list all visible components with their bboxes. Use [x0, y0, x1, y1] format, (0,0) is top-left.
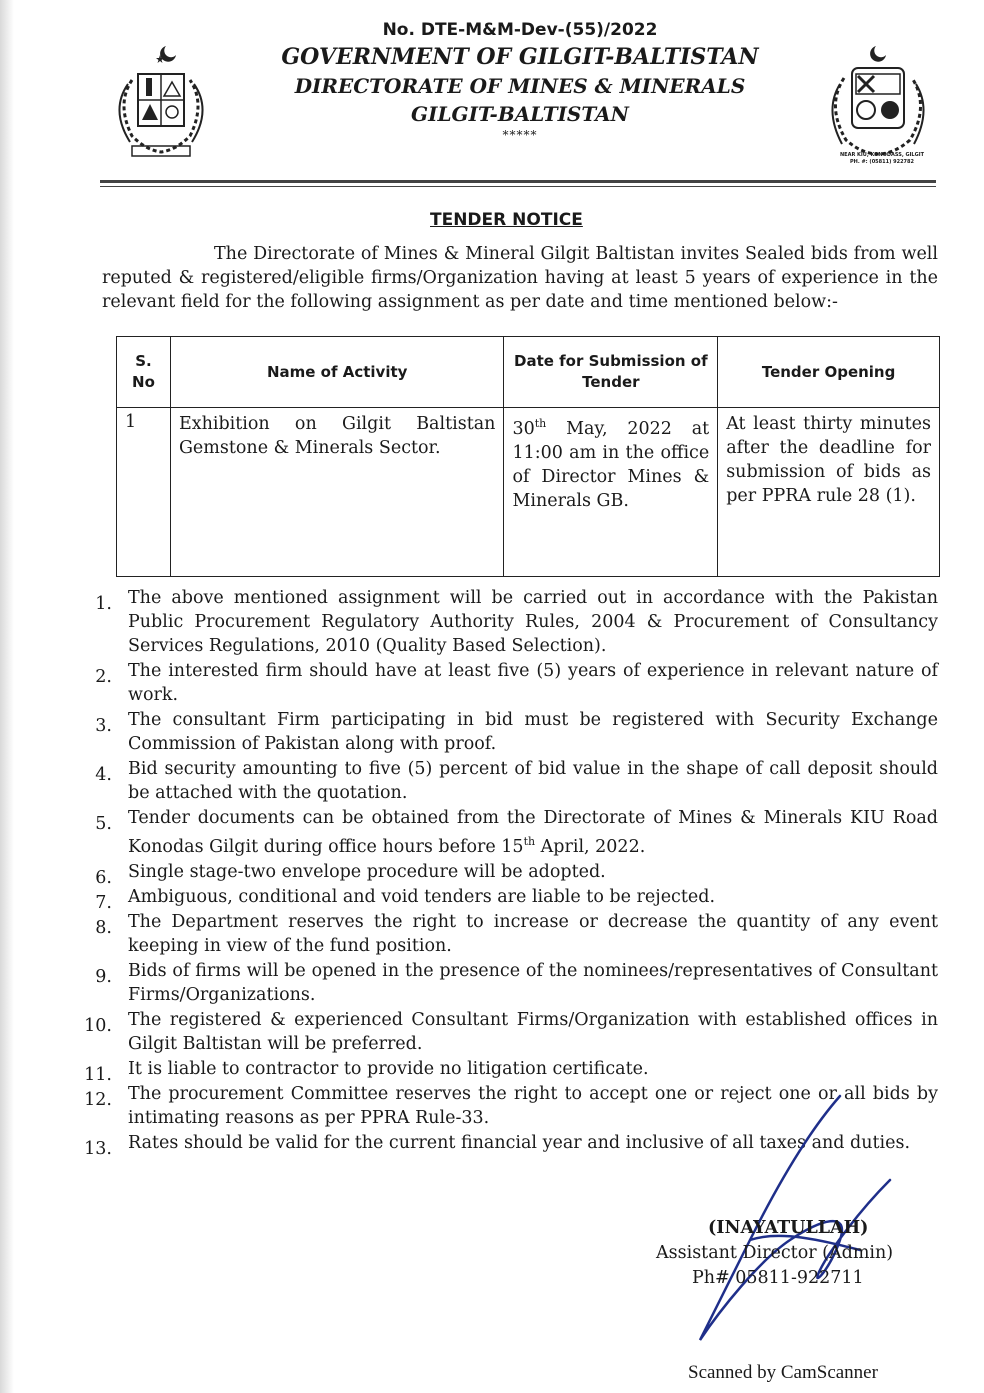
- cell-sno: 1: [117, 408, 171, 577]
- column-header-sno: S. No: [117, 337, 171, 408]
- term-text: Bids of firms will be opened in the presence of the nominees/representatives of Consultant Firms/Organizations.: [128, 960, 938, 1005]
- term-number: 8.: [95, 917, 112, 938]
- column-header-activity: Name of Activity: [170, 337, 503, 408]
- date-suffix: th: [534, 417, 547, 430]
- term-number: 4.: [95, 765, 112, 785]
- term-text-start: Tender documents can be obtained from the Directorate of Mines & Minerals KIU Road Konodas Gilgit during office hours before 15: [128, 808, 938, 857]
- list-item: [72, 757, 938, 805]
- term-number: 6.: [95, 867, 112, 888]
- term-text: The Department reserves the right to increase or decrease the quantity of any event keeping in view of the fund position.: [128, 911, 938, 956]
- header-divider-thin: [100, 186, 936, 187]
- table-row: [117, 408, 940, 577]
- signatory-designation: Assistant Director (Admin): [656, 1243, 894, 1263]
- scan-edge-shadow: [0, 0, 14, 1393]
- list-item: [72, 1057, 938, 1085]
- government-heading: GOVERNMENT OF GILGIT-BALTISTAN: [281, 44, 759, 70]
- list-item: [72, 959, 938, 1007]
- column-header-opening: Tender Opening: [718, 337, 940, 408]
- term-text-end: April, 2022.: [535, 836, 646, 857]
- list-item: [72, 659, 938, 707]
- term-text: It is liable to contractor to provide no litigation certificate.: [128, 1058, 649, 1079]
- region-heading: GILGIT-BALTISTAN: [411, 102, 629, 126]
- term-number: 7.: [95, 892, 112, 913]
- gilgit-baltistan-emblem-icon: [102, 40, 220, 168]
- terms-list: [72, 586, 938, 1159]
- list-item: [72, 586, 938, 658]
- term-number: 13.: [84, 1138, 112, 1159]
- signature-block: [656, 1216, 946, 1291]
- term-text: Ambiguous, conditional and void tenders are liable to be rejected.: [128, 886, 716, 907]
- term-number: 1.: [95, 594, 112, 614]
- list-item: [72, 910, 938, 958]
- scanner-watermark: Scanned by CamScanner: [688, 1362, 878, 1383]
- term-text: The consultant Firm participating in bid must be registered with Security Exchange Commission of Pakistan along with proof.: [128, 710, 938, 754]
- term-text: The registered & experienced Consultant Firms/Organization with established offices in Gilgit Baltistan will be preferred.: [128, 1009, 938, 1054]
- header-stars: *****: [502, 128, 538, 142]
- term-text: Single stage-two envelope procedure will be adopted.: [128, 861, 606, 882]
- list-item: [72, 1008, 938, 1056]
- emblem-caption-address: NEAR KIU, KONODASS, GILGIT: [840, 152, 924, 158]
- cell-date: [504, 408, 718, 577]
- table-header-row: [117, 337, 940, 408]
- term-text: The procurement Committee reserves the right to accept one or reject one or all bids by intimating reasons as per PPRA Rule-33.: [128, 1083, 938, 1128]
- term-number: 11.: [84, 1064, 112, 1085]
- term-number: 5.: [95, 814, 112, 834]
- cell-opening: At least thirty minutes after the deadline for submission of bids as per PPRA rule 28 (1).: [718, 408, 940, 577]
- signatory-name: (INAYATULLAH): [708, 1218, 869, 1238]
- signatory-phone: Ph# 05811-922711: [692, 1268, 864, 1288]
- reference-number: No. DTE-M&M-Dev-(55)/2022: [382, 20, 658, 40]
- notice-title: TENDER NOTICE: [430, 210, 583, 230]
- column-header-date: Date for Submission of Tender: [504, 337, 718, 408]
- term-text: The above mentioned assignment will be carried out in accordance with the Pakistan Public Procurement Regulatory Authority Rules, 2004 & Procurement of Consultancy Services Regulations, 2010 (Quality Based Selection).: [128, 588, 938, 656]
- term-number: 3.: [95, 716, 112, 736]
- term-number: 9.: [95, 966, 112, 987]
- term-number: 10.: [84, 1015, 112, 1036]
- term-text: Bid security amounting to five (5) percent of bid value in the shape of call deposit should be attached with the quotation.: [128, 759, 938, 803]
- date-day: 30: [512, 418, 535, 439]
- tender-table: [116, 336, 940, 577]
- term-text: The interested firm should have at least five (5) years of experience in relevant nature of work.: [128, 661, 938, 705]
- cell-activity: Exhibition on Gilgit Baltistan Gemstone & Minerals Sector.: [170, 408, 503, 577]
- term-number: 2.: [95, 667, 112, 687]
- term-suffix: th: [523, 835, 536, 848]
- term-text: Rates should be valid for the current financial year and inclusive of all taxes and duties.: [128, 1132, 911, 1153]
- list-item: [72, 860, 938, 888]
- date-rest: May, 2022 at 11:00 am in the office of Director Mines & Minerals GB.: [512, 418, 710, 511]
- notice-intro: The Directorate of Mines & Mineral Gilgit Baltistan invites Sealed bids from well reputed & registered/eligible firms/Organization having at least 5 years of experience in the relevant field for the following assignment as per date and time mentioned below:-: [102, 244, 938, 312]
- emblem-caption: [822, 152, 942, 166]
- emblem-caption-phone: PH. #: (05811) 922782: [850, 159, 914, 165]
- term-number: 12.: [84, 1089, 112, 1110]
- list-item: [72, 806, 938, 859]
- list-item: [72, 885, 938, 913]
- mines-minerals-emblem-icon: [818, 40, 936, 168]
- directorate-heading: DIRECTORATE OF MINES & MINERALS: [294, 74, 746, 98]
- header-divider-thick: [100, 180, 936, 183]
- list-item: [72, 708, 938, 756]
